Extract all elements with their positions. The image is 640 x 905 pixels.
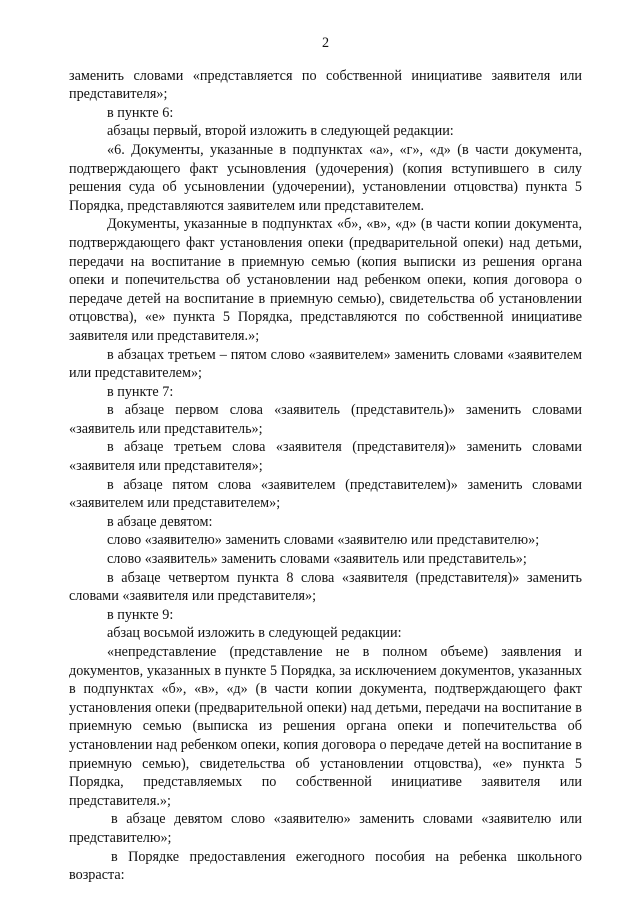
paragraph-10: в абзаце пятом слова «заявителем (представителем)» заменить словами «заявителем или представителем»;	[69, 476, 582, 512]
paragraph-9: в абзаце третьем слова «заявителя (представителя)» заменить словами «заявителя или представителя»;	[69, 439, 582, 475]
paragraph-16: абзац восьмой изложить в следующей редакции:	[107, 625, 402, 642]
paragraph-7: в пункте 7:	[107, 383, 174, 400]
paragraph-12: слово «заявителю» заменить словами «заявителю или представителю»;	[107, 532, 540, 549]
paragraph-17: «непредставление (представление не в полном объеме) заявления и документов, указанных в пункте 5 Порядка, за исключением документов, указанных в подпунктах «б», «в», «д» (в части копии документа, подтверждающего факт установления опеки (предварительной опеки) над детьми, передачи на воспитание в приемную семью (выписка из решения органа опеки и попечительства об установлении над ребенком опеки, копия договора о передаче детей на воспитание в приемную семью), свидетельства об установлении отцовства), «е» пункта 5 Порядка, представляемых по собственной инициативе заявителя или представителя.»;	[69, 644, 582, 809]
paragraph-15: в пункте 9:	[107, 606, 174, 623]
paragraph-14: в абзаце четвертом пункта 8 слова «заявителя (представителя)» заменить словами «заявителя или представителя»;	[69, 569, 582, 605]
paragraph-11: в абзаце девятом:	[107, 513, 213, 530]
paragraph-4: «6. Документы, указанные в подпунктах «а», «г», «д» (в части документа, подтверждающего факт усыновления (удочерения) (копия вступившего в силу решения суда об усыновлении (удочерении), установлении отцовства) пункта 5 Порядка, представляются заявителем или представителем.	[69, 141, 582, 214]
paragraph-6: в абзацах третьем – пятом слово «заявителем» заменить словами «заявителем или представителем»;	[69, 346, 582, 382]
page-number: 2	[321, 35, 330, 51]
paragraph-18: в абзаце девятом слово «заявителю» заменить словами «заявителю или представителю»;	[69, 811, 582, 846]
paragraph-2: в пункте 6:	[107, 104, 174, 121]
paragraph-13: слово «заявитель» заменить словами «заявитель или представитель»;	[107, 551, 527, 568]
paragraph-1: заменить словами «представляется по собственной инициативе заявителя или представителя»;	[69, 67, 582, 103]
paragraph-19: в Порядке предоставления ежегодного пособия на ребенка школьного возраста:	[69, 848, 582, 884]
paragraph-8: в абзаце первом слова «заявитель (представитель)» заменить словами «заявитель или представитель»;	[69, 402, 582, 437]
paragraph-3: абзацы первый, второй изложить в следующей редакции:	[107, 123, 454, 140]
paragraph-5: Документы, указанные в подпунктах «б», «в», «д» (в части копии документа, подтверждающего факт установления опеки (предварительной опеки) над детьми, передачи на воспитание в приемную семью (копия выписки из решения органа опеки и попечительства об установлении над ребенком опеки, копия договора о передаче детей на воспитание в приемную семью), свидетельства об установлении отцовства), «е» пункта 5 Порядка, представляются по собственной инициативе заявителя или представителя.»;	[69, 216, 582, 344]
